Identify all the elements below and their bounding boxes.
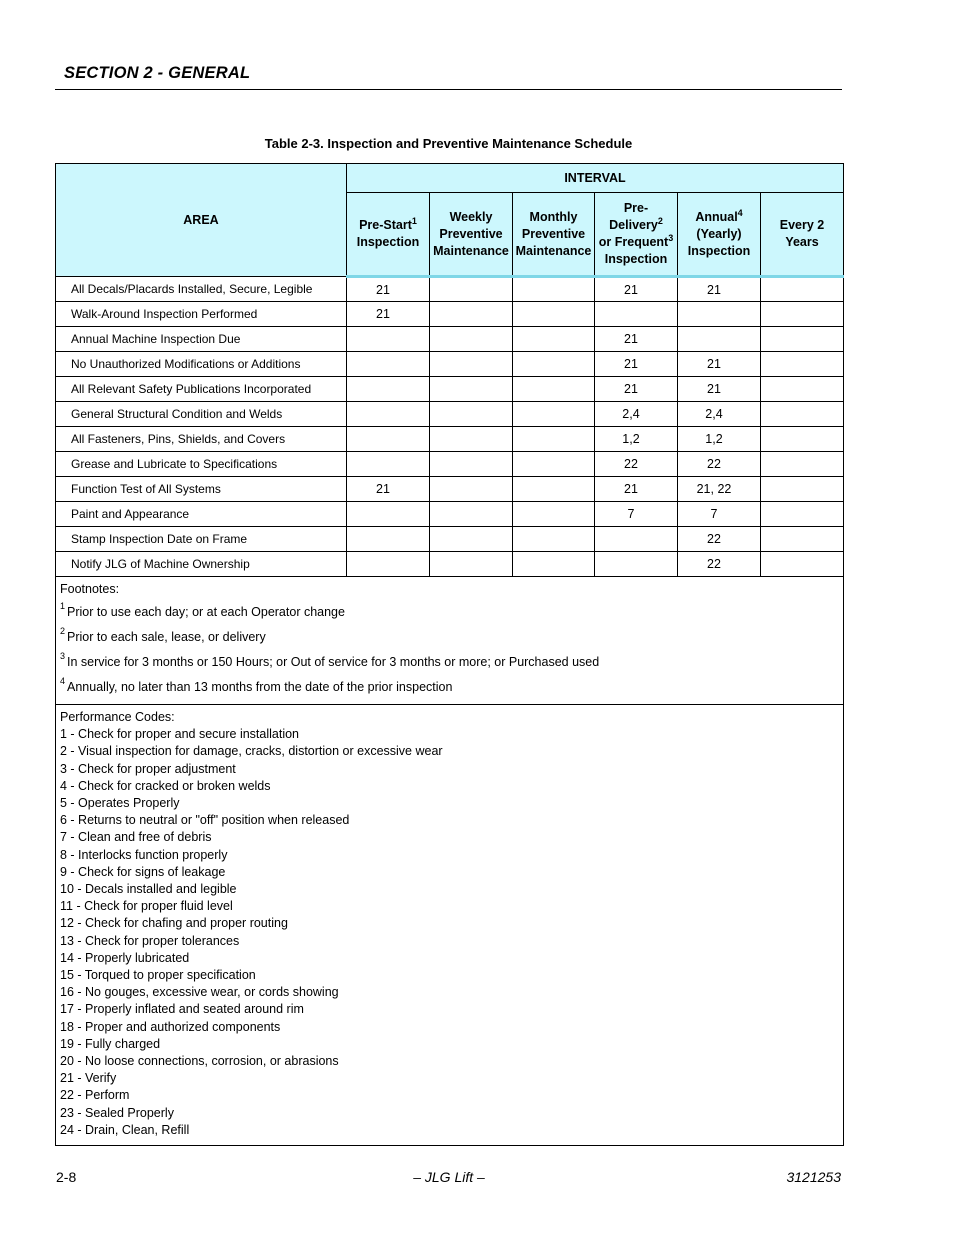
footnotes-title: Footnotes: — [60, 582, 120, 596]
performance-code-item: 18 - Proper and authorized components — [60, 1019, 281, 1034]
interval-value-cell: 21 — [595, 277, 678, 302]
footnotes — [56, 577, 844, 705]
interval-value-cell — [347, 452, 430, 477]
interval-value-cell — [513, 452, 595, 477]
interval-value-cell — [761, 427, 844, 452]
interval-value-cell — [430, 352, 513, 377]
interval-value-cell: 2,4 — [678, 402, 761, 427]
performance-codes-title: Performance Codes: — [60, 710, 175, 725]
interval-value-cell: 21 — [678, 377, 761, 402]
section-title: SECTION 2 - GENERAL — [64, 64, 251, 82]
performance-code-item: 13 - Check for proper tolerances — [60, 933, 240, 948]
interval-value-cell — [347, 377, 430, 402]
area-cell: All Decals/Placards Installed, Secure, Legible — [56, 277, 347, 302]
table-row — [56, 552, 844, 577]
performance-code-item: 19 - Fully charged — [60, 1036, 161, 1051]
document-number: 3121253 — [786, 1169, 841, 1185]
interval-value-cell: 21 — [347, 302, 430, 327]
footnote-item: $^2$ Prior to each sale, lease, or delivery — [60, 626, 266, 645]
table-row — [56, 327, 844, 352]
interval-value-cell — [430, 427, 513, 452]
interval-header: INTERVAL — [347, 164, 844, 193]
interval-value-cell: 21 — [678, 352, 761, 377]
interval-value-cell — [513, 552, 595, 577]
performance-code-item: 16 - No gouges, excessive wear, or cords showing — [60, 985, 339, 1000]
performance-code-item: 14 - Properly lubricated — [60, 950, 190, 965]
interval-value-cell — [761, 352, 844, 377]
performance-code-item: 23 - Sealed Properly — [60, 1105, 174, 1120]
area-cell: Notify JLG of Machine Ownership — [56, 552, 347, 577]
interval-value-cell: 22 — [678, 552, 761, 577]
interval-column-header: Monthly Preventive Maintenance — [513, 193, 595, 277]
interval-value-cell: 7 — [595, 502, 678, 527]
interval-value-cell: 21, 22 — [678, 477, 761, 502]
performance-code-item: 22 - Perform — [60, 1088, 130, 1103]
performance-code-item: 3 - Check for proper adjustment — [60, 761, 236, 776]
interval-value-cell — [430, 402, 513, 427]
footnote-item: $^4$ Annually, no later than 13 months from the date of the prior inspection — [60, 676, 453, 695]
interval-value-cell — [678, 302, 761, 327]
interval-value-cell: 21 — [347, 477, 430, 502]
area-cell: Annual Machine Inspection Due — [56, 327, 347, 352]
interval-value-cell: 2,4 — [595, 402, 678, 427]
performance-code-item: 6 - Returns to neutral or "off" position when released — [60, 813, 350, 828]
performance-code-item: 12 - Check for chafing and proper routing — [60, 916, 288, 931]
footnote-item: $^3$ In service for 3 months or 150 Hours; or Out of service for 3 months or more; or Purchased used — [60, 651, 600, 670]
footnote-item: $^1$ Prior to use each day; or at each Operator change — [60, 601, 345, 620]
interval-value-cell — [761, 402, 844, 427]
table-row — [56, 402, 844, 427]
page-number: 2-8 — [56, 1169, 77, 1185]
table-row — [56, 302, 844, 327]
performance-code-item: 5 - Operates Properly — [60, 796, 180, 811]
interval-value-cell: 22 — [678, 527, 761, 552]
interval-value-cell: 1,2 — [595, 427, 678, 452]
interval-value-cell — [347, 327, 430, 352]
interval-value-cell — [430, 327, 513, 352]
interval-value-cell — [595, 552, 678, 577]
interval-value-cell: 21 — [595, 477, 678, 502]
header-rule — [55, 89, 842, 90]
area-header: AREA — [56, 164, 347, 277]
table-title: Table 2-3. Inspection and Preventive Maintenance Schedule — [264, 136, 633, 151]
performance-code-item: 20 - No loose connections, corrosion, or abrasions — [60, 1054, 339, 1069]
interval-value-cell — [761, 552, 844, 577]
interval-value-cell: 21 — [595, 352, 678, 377]
footer-brand: – JLG Lift – — [413, 1169, 485, 1185]
interval-value-cell — [430, 452, 513, 477]
performance-code-item: 15 - Torqued to proper specification — [60, 968, 256, 983]
interval-value-cell — [761, 377, 844, 402]
interval-value-cell — [347, 552, 430, 577]
area-cell: General Structural Condition and Welds — [56, 402, 347, 427]
interval-value-cell — [513, 477, 595, 502]
interval-value-cell — [430, 302, 513, 327]
table-row — [56, 477, 844, 502]
table-row — [56, 277, 844, 302]
maintenance-schedule-table — [55, 163, 844, 1146]
interval-value-cell: 21 — [595, 377, 678, 402]
interval-value-cell — [513, 277, 595, 302]
table-row — [56, 427, 844, 452]
interval-column-header: Pre- Delivery$^2$ or Frequent$^3$ Inspection — [595, 193, 678, 277]
interval-value-cell: 21 — [678, 277, 761, 302]
area-cell: Stamp Inspection Date on Frame — [56, 527, 347, 552]
area-cell: Function Test of All Systems — [56, 477, 347, 502]
area-cell: Walk-Around Inspection Performed — [56, 302, 347, 327]
interval-value-cell — [513, 427, 595, 452]
performance-codes-row — [56, 705, 844, 1146]
area-cell: All Relevant Safety Publications Incorporated — [56, 377, 347, 402]
interval-value-cell — [761, 527, 844, 552]
interval-column-header: Weekly Preventive Maintenance — [430, 193, 513, 277]
table-row — [56, 352, 844, 377]
performance-code-item: 1 - Check for proper and secure installation — [60, 727, 300, 742]
interval-value-cell — [513, 327, 595, 352]
interval-value-cell — [513, 302, 595, 327]
interval-value-cell — [513, 527, 595, 552]
interval-value-cell — [430, 377, 513, 402]
interval-value-cell — [430, 477, 513, 502]
interval-value-cell — [513, 502, 595, 527]
interval-value-cell: 21 — [347, 277, 430, 302]
interval-value-cell: 7 — [678, 502, 761, 527]
interval-value-cell — [761, 302, 844, 327]
interval-value-cell — [347, 402, 430, 427]
table-row — [56, 452, 844, 477]
interval-value-cell — [761, 277, 844, 302]
interval-value-cell — [347, 527, 430, 552]
performance-code-item: 2 - Visual inspection for damage, cracks, distortion or excessive wear — [60, 744, 443, 759]
performance-code-item: 8 - Interlocks function properly — [60, 847, 228, 862]
interval-value-cell — [595, 302, 678, 327]
area-cell: Grease and Lubricate to Specifications — [56, 452, 347, 477]
interval-value-cell — [347, 427, 430, 452]
interval-value-cell — [513, 352, 595, 377]
interval-value-cell — [430, 552, 513, 577]
interval-value-cell: 1,2 — [678, 427, 761, 452]
table-row — [56, 502, 844, 527]
performance-codes — [56, 705, 844, 1146]
performance-code-item: 24 - Drain, Clean, Refill — [60, 1122, 190, 1137]
interval-value-cell — [761, 502, 844, 527]
table-row — [56, 377, 844, 402]
interval-value-cell — [513, 377, 595, 402]
interval-value-cell — [513, 402, 595, 427]
footnotes-row — [56, 577, 844, 705]
interval-value-cell — [761, 477, 844, 502]
interval-value-cell — [347, 352, 430, 377]
performance-code-item: 11 - Check for proper fluid level — [60, 899, 233, 914]
interval-value-cell: 22 — [595, 452, 678, 477]
performance-code-item: 10 - Decals installed and legible — [60, 882, 237, 897]
area-cell: Paint and Appearance — [56, 502, 347, 527]
performance-code-item: 21 - Verify — [60, 1071, 117, 1086]
interval-value-cell — [430, 502, 513, 527]
interval-column-header: Every 2 Years — [761, 193, 844, 277]
interval-value-cell: 22 — [678, 452, 761, 477]
performance-code-item: 17 - Properly inflated and seated around rim — [60, 1002, 304, 1017]
area-cell: All Fasteners, Pins, Shields, and Covers — [56, 427, 347, 452]
interval-value-cell: 21 — [595, 327, 678, 352]
table-row — [56, 527, 844, 552]
interval-value-cell — [678, 327, 761, 352]
interval-value-cell — [430, 277, 513, 302]
interval-value-cell — [595, 527, 678, 552]
interval-value-cell — [347, 502, 430, 527]
performance-code-item: 4 - Check for cracked or broken welds — [60, 778, 271, 793]
interval-value-cell — [761, 327, 844, 352]
interval-column-header: Annual$^4$ (Yearly) Inspection — [678, 193, 761, 277]
interval-value-cell — [761, 452, 844, 477]
interval-column-header: Pre-Start$^1$ Inspection — [347, 193, 430, 277]
performance-code-item: 9 - Check for signs of leakage — [60, 864, 226, 879]
performance-code-item: 7 - Clean and free of debris — [60, 830, 212, 845]
interval-value-cell — [430, 527, 513, 552]
area-cell: No Unauthorized Modifications or Additions — [56, 352, 347, 377]
